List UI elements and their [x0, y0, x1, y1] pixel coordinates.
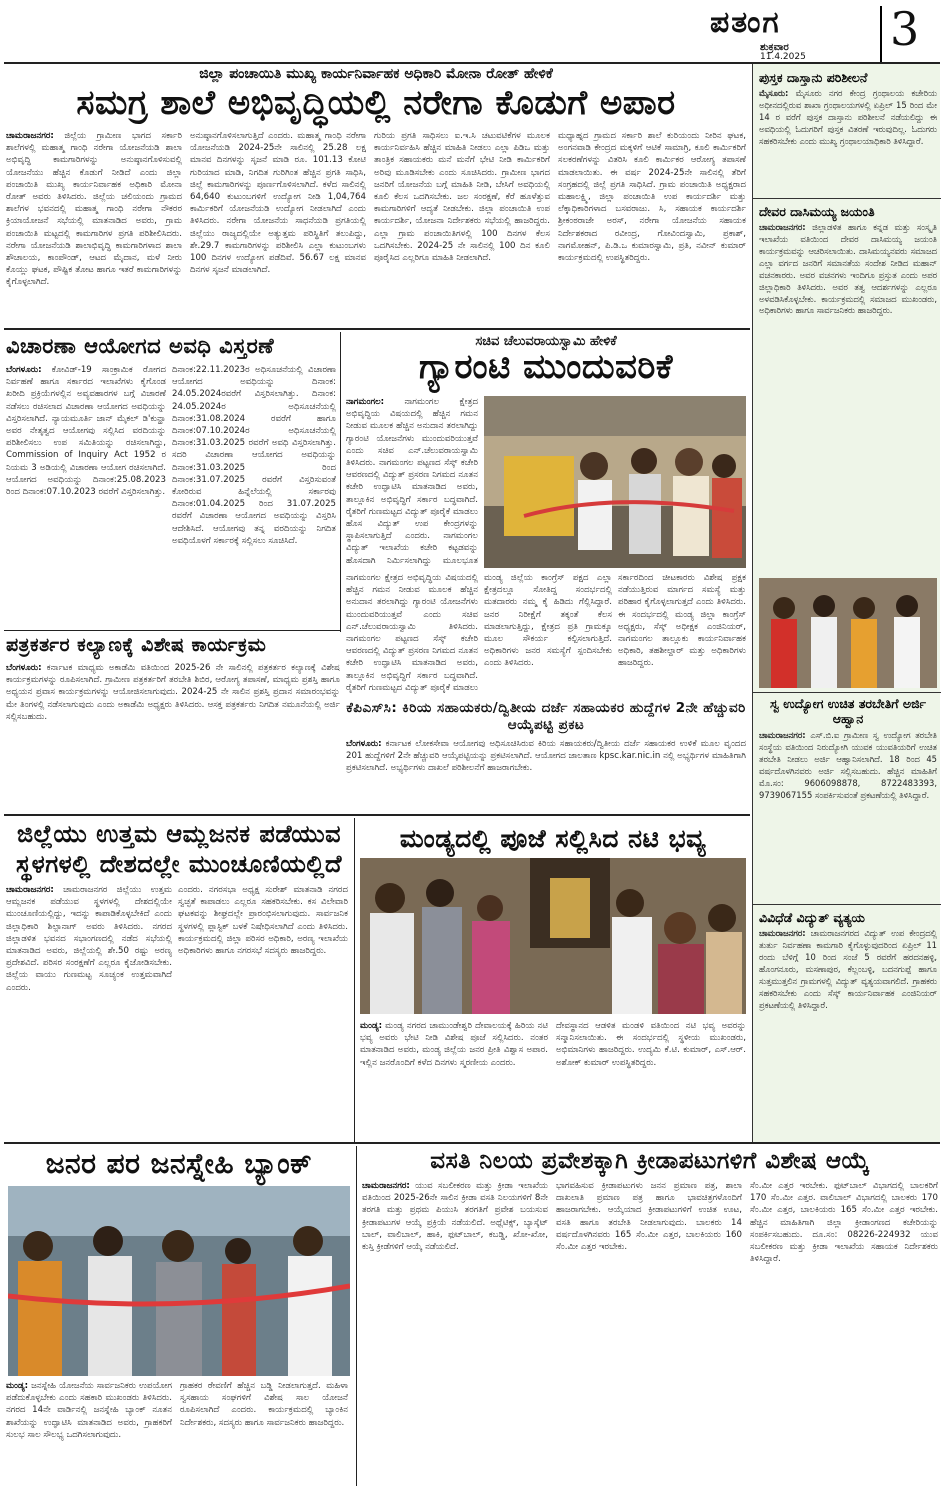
sidebar-s4-body — [759, 928, 937, 1136]
story1-text-1: ಜಿಲ್ಲೆಯ ಗ್ರಾಮೀಣ ಭಾಗದ ಸರ್ಕಾರಿ ಶಾಲೆಗಳಲ್ಲಿ ಮಹಾತ್ಮ ಗಾಂಧಿ ನರೇಗಾ ಯೋಜನೆಯಡಿ ಶಾಲಾ ಅಭಿವೃದ್ಧಿ ಕಾಮಗಾರಿಗಳನ್ನು ಅನುಷ್ಠಾನಗೊಳಿಸುವಲ್ಲಿ ಯೋಜನೆಯು ಹೆಚ್ಚಿನ ಕೊಡುಗೆ ನೀಡಿದೆ ಎಂದು ಜಿಲ್ಲಾ ಪಂಚಾಯಿತಿ ಮುಖ್ಯ ಕಾರ್ಯನಿರ್ವಾಹಕ ಅಧಿಕಾರಿ ಮೋನಾ ರೋತ್ ಅವರು ತಿಳಿಸಿದರು. ಜಿಲ್ಲೆಯ ಚಲಿಯಂದು ಗ್ರಾಮದ ಶಾಲೆಗಳ ಭವನದಲ್ಲಿ ಮಹಾತ್ಮ ಗಾಂಧಿ ನರೇಗಾ ನೌಕರರ ಕ್ರಿಯಾಯೋಜನೆ ಸಭೆಯಲ್ಲಿ ಮಾತನಾಡಿದ ಅವರು, ಗ್ರಾಮ ಪಂಚಾಯಿತಿ ಮಟ್ಟದಲ್ಲಿ ಕಾಮಗಾರಿಗಳ ಪ್ರಗತಿ ಪರಿಶೀಲಿಸಿದರು. ನರೇಗಾ ಯೋಜನೆಯಡಿ ಶಾಲಾಭಿವೃದ್ಧಿ ಕಾಮಗಾರಿಗಳಾದ ಶಾಲಾ ಶೌಚಾಲಯ, ಕಾಂಪೌಂಡ್, ಆಟದ ಮೈದಾನ, ಮಳೆ ನೀರು ಕೊಯ್ಲು ಘಟಕ, ಪೌಷ್ಟಿಕ ತೋಟ ಹಾಗೂ ಇತರೆ ಕಾಮಗಾರಿಗಳನ್ನು ಕೈಗೊಳ್ಳಲಾಗಿದೆ. — [6, 131, 182, 288]
story7-dateline: ಮಂಡ್ಯ: — [360, 1021, 383, 1031]
masthead — [700, 2, 940, 62]
jayanti-photo — [759, 578, 937, 688]
sidebar-rule-1 — [753, 198, 941, 199]
story6-text-2: ಎಂದರು. ನಗರಸಭಾ ಅಧ್ಯಕ್ಷ ಸುರೇಶ್ ಮಾತನಾಡಿ ನಗರದ ಸ್ವಚ್ಛತೆ ಕಾಪಾಡಲು ಎಲ್ಲರೂ ಸಹಕರಿಸಬೇಕು. ಕಸ ವಿಲೇವಾರಿ ಘಟಕವನ್ನು ಶೀಘ್ರದಲ್ಲೇ ಪ್ರಾರಂಭಿಸಲಾಗುವುದು. ಸಾರ್ವಜನಿಕ ಸ್ಥಳಗಳಲ್ಲಿ ಪ್ಲಾಸ್ಟಿಕ್ ಬಳಕೆ ನಿಷೇಧಿಸಲಾಗಿದೆ ಎಂದು ತಿಳಿಸಿದರು. ಕಾರ್ಯಕ್ರಮದಲ್ಲಿ ಜಿಲ್ಲಾ ಪರಿಸರ ಅಧಿಕಾರಿ, ಅರಣ್ಯ ಇಲಾಖೆಯ ಅಧಿಕಾರಿಗಳು ಹಾಗೂ ನಗರಸಭೆ ಸದಸ್ಯರು ಹಾಜರಿದ್ದರು. — [178, 885, 348, 957]
story3-side-text — [346, 396, 478, 568]
issue-day: ಶುಕ್ರವಾರ — [760, 42, 789, 53]
story7-photo — [360, 858, 746, 1014]
story3-text-1: ಮಂಡ್ಯ ಜಿಲ್ಲೆಯ ಕಾಂಗ್ರೆಸ್ ಪಕ್ಷದ ಎಲ್ಲಾ ಕ್ಷೇತ್ರದಲ್ಲೂ ಸೋತಿದ್ದ ಸಂದರ್ಭದಲ್ಲಿ ಮತದಾರರು ನಮ್ಮ ಕೈ ಹಿಡಿದು ಗೆಲ್ಲಿಸಿದ್ದಾರೆ. ಜನರ ನಿರೀಕ್ಷೆಗೆ ತಕ್ಕಂತೆ ಕೆಲಸ ಮಾಡಲಾಗುತ್ತಿದ್ದು, ಕ್ಷೇತ್ರದ ಪ್ರತಿ ಗ್ರಾಮಕ್ಕೂ ಮೂಲ ಸೌಕರ್ಯ ಕಲ್ಪಿಸಲಾಗುತ್ತಿದೆ. ಅಧಿಕಾರಿಗಳು ಜನರ ಸಮಸ್ಯೆಗೆ ಸ್ಪಂದಿಸಬೇಕು ಎಂದು ತಿಳಿಸಿದರು. — [484, 573, 612, 669]
story6-col-1 — [6, 884, 172, 1138]
sidebar-s4-title: ವಿವಿಧೆಡೆ ವಿದ್ಯುತ್ ವ್ಯತ್ಯಯ — [759, 910, 865, 925]
sidebar-s2-photo — [759, 578, 937, 688]
story9-dateline: ಚಾಮರಾಜನಗರ: — [362, 1181, 410, 1191]
story3-side-cont — [346, 572, 478, 696]
story6-text-1: ಚಾಮರಾಜನಗರ ಜಿಲ್ಲೆಯು ಉತ್ತಮ ಆಮ್ಲಜನಕ ಪಡೆಯುವ ಸ್ಥಳಗಳಲ್ಲಿ ದೇಶದಲ್ಲಿಯೇ ಮುಂಚೂಣಿಯಲ್ಲಿದ್ದು, ಇದನ್ನು ಕಾಪಾಡಿಕೊಳ್ಳಬೇಕಿದೆ ಎಂದು ಜಿಲ್ಲಾಧಿಕಾರಿ ಶಿಲ್ಪಾನಾಗ್ ಅವರು ತಿಳಿಸಿದರು. ನಗರದ ಜಿಲ್ಲಾಡಳಿತ ಭವನದ ಸಭಾಂಗಣದಲ್ಲಿ ನಡೆದ ಸಭೆಯಲ್ಲಿ ಮಾತನಾಡಿದ ಅವರು, ಜಿಲ್ಲೆಯಲ್ಲಿ ಶೇ.50 ರಷ್ಟು ಅರಣ್ಯ ಪ್ರದೇಶವಿದೆ. ಪರಿಸರ ಸಂರಕ್ಷಣೆಗೆ ಎಲ್ಲರೂ ಕೈಜೋಡಿಸಬೇಕು. ಜಿಲ್ಲೆಯ ವಾಯು ಗುಣಮಟ್ಟ ಸೂಚ್ಯಂಕ ಉತ್ತಮವಾಗಿದೆ ಎಂದರು. — [6, 885, 172, 993]
story7-headline: ಮಂಡ್ಯದಲ್ಲಿ ಪೂಜೆ ಸಲ್ಲಿಸಿದ ನಟಿ ಭವ್ಯ — [399, 824, 707, 853]
story2-text-2: ದಿನಾಂಕ:22.11.2023ರ ಅಧಿಸೂಚನೆಯಲ್ಲಿ ವಿಚಾರಣಾ ಆಯೋಗದ ಅವಧಿಯನ್ನು ದಿನಾಂಕ: 24.05.2024ರವರೆಗೆ ವಿಸ್ತರಿಸಲಾಗಿತ್ತು. ದಿನಾಂಕ: 24.05.2024ರ ಅಧಿಸೂಚನೆಯಲ್ಲಿ ದಿನಾಂಕ:31.08.2024 ರವರೆಗೆ ಹಾಗೂ ದಿನಾಂಕ:07.10.2024ರ ಅಧಿಸೂಚನೆಯಲ್ಲಿ ದಿನಾಂಕ:31.03.2025 ರವರೆಗೆ ಅವಧಿ ವಿಸ್ತರಿಸಲಾಗಿತ್ತು. ಸದರಿ ವಿಚಾರಣಾ ಆಯೋಗದ ಅವಧಿಯನ್ನು ದಿನಾಂಕ:31.03.2025 ರಿಂದ ದಿನಾಂಕ:31.07.2025 ರವರೆಗೆ ವಿಸ್ತರಿಸುವಂತೆ ಕೋರಿರುವ ಹಿನ್ನೆಲೆಯಲ್ಲಿ ಸರ್ಕಾರವು ದಿನಾಂಕ:01.04.2025 ರಿಂದ 31.07.2025 ರವರೆಗೆ ವಿಚಾರಣಾ ಆಯೋಗದ ಅವಧಿಯನ್ನು ವಿಸ್ತರಿಸಿ ಆದೇಶಿಸಿದೆ. ಆಯೋಗವು ತನ್ನ ವರದಿಯನ್ನು ನಿಗದಿತ ಅವಧಿಯೊಳಗೆ ಸರ್ಕಾರಕ್ಕೆ ಸಲ್ಲಿಸಲು ಸೂಚಿಸಿದೆ. — [172, 365, 336, 546]
sidebar-s1-text: ಮೈಸೂರು ನಗರ ಕೇಂದ್ರ ಗ್ರಂಥಾಲಯ ಕಚೇರಿಯ ಅಧೀನದಲ್ಲಿರುವ ಶಾಖಾ ಗ್ರಂಥಾಲಯಗಳಲ್ಲಿ ಏಪ್ರಿಲ್ 15 ರಿಂದ ಮೇ 14 ರ ವರೆಗೆ ಪುಸ್ತಕ ದಾಸ್ತಾನು ಪರಿಶೀಲನೆ ನಡೆಯಲಿದ್ದು ಈ ಅವಧಿಯಲ್ಲಿ ಓದುಗರಿಗೆ ಪುಸ್ತಕ ವಿತರಣೆ ಇರುವುದಿಲ್ಲ. ಓದುಗರು ಸಹಕರಿಸಬೇಕು ಎಂದು ಮುಖ್ಯ ಗ್ರಂಥಾಲಯಾಧಿಕಾರಿ ತಿಳಿಸಿದ್ದಾರೆ. — [759, 88, 937, 146]
sidebar-s3-title: ಸ್ವ ಉದ್ಯೋಗ ಉಚಿತ ತರಬೇತಿಗೆ ಅರ್ಜಿ ಆಹ್ವಾನ — [770, 696, 926, 726]
sidebar-s1-dateline: ಮೈಸೂರು: — [759, 88, 789, 98]
story3-dateline: ನಾಗಮಂಗಲ: — [346, 397, 385, 407]
rule-vert-3 — [356, 1146, 357, 1486]
story9-col-1 — [362, 1180, 548, 1486]
sidebar-rule-2 — [753, 692, 941, 693]
story3-side-text-cont: ನಾಗಮಂಗಲ ಕ್ಷೇತ್ರದ ಅಭಿವೃದ್ಧಿಯ ವಿಷಯದಲ್ಲಿ ಹೆಚ್ಚಿನ ಗಮನ ನೀಡುವ ಮೂಲಕ ಹೆಚ್ಚಿನ ಅನುದಾನ ತರಲಾಗಿದ್ದು ಗ್ಯಾರಂಟಿ ಯೋಜನೆಗಳು ಮುಂದುವರಿಯುತ್ತವೆ ಎಂದು ಸಚಿವ ಎನ್.ಚೆಲುವರಾಯಸ್ವಾಮಿ ತಿಳಿಸಿದರು. ನಾಗಮಂಗಲ ಪಟ್ಟಣದ ಸೆಸ್ಕ್ ಕಚೇರಿ ಆವರಣದಲ್ಲಿ ವಿದ್ಯುತ್ ಪ್ರಸರಣ ನಿಗಮದ ನೂತನ ಕಚೇರಿ ಉದ್ಘಾಟಿಸಿ ಮಾತನಾಡಿದ ಅವರು, ತಾಲ್ಲೂಕಿನ ಅಭಿವೃದ್ಧಿಗೆ ಸರ್ಕಾರ ಬದ್ಧವಾಗಿದೆ. ರೈತರಿಗೆ ಗುಣಮಟ್ಟದ ವಿದ್ಯುತ್ ಪೂರೈಕೆ ಮಾಡಲು — [346, 573, 478, 693]
story1-col-3 — [374, 130, 550, 326]
story2-col-1 — [6, 364, 166, 626]
story1-text-4: ಮಧ್ಯಾಹ್ನದ ಗ್ರಾಮದ ಸರ್ಕಾರಿ ಶಾಲೆ ಕುರಿಯಂದು ನೀರಿನ ಘಟಕ, ಅಂಗನವಾಡಿ ಕೇಂದ್ರದ ಮಕ್ಕಳಿಗೆ ಆಟಿಕೆ ಸಾಮಾಗ್ರಿ, ಕೂಲಿ ಕಾರ್ಮಿಕರಿಗೆ ಸಲಕರಣೆಗಳನ್ನು ವಿತರಿಸಿ ಕೂಲಿ ಕಾರ್ಮಿಕರ ಆರೋಗ್ಯ ತಪಾಸಣೆ ಮಾಡಲಾಯಿತು. ಈ ವರ್ಷ 2024-25ನೇ ಸಾಲಿನಲ್ಲಿ ತೆರಿಗೆ ಸಂಗ್ರಹದಲ್ಲಿ ಜಿಲ್ಲೆ ಪ್ರಗತಿ ಸಾಧಿಸಿದೆ. ಗ್ರಾಮ ಪಂಚಾಯಿತಿ ಅಧ್ಯಕ್ಷರಾದ ಮಹಾಲಕ್ಷ್ಮಿ, ಜಿಲ್ಲಾ ಪಂಚಾಯಿತಿ ಉಪ ಕಾರ್ಯದರ್ಶಿ ಮತ್ತು ಲೆಕ್ಕಾಧಿಕಾರಿಗಳಾದ ಬಸವರಾಜು. ಸಿ, ಸಹಾಯಕ ಕಾರ್ಯದರ್ಶಿ ಶ್ರೀಕಂಠರಾಜೇ ಅರಸ್, ನರೇಗಾ ಯೋಜನೆಯ ಸಹಾಯಕ ನಿರ್ದೇಶಕರಾದ ರವೀಂದ್ರ, ಗೋವಿಂದಸ್ವಾಮಿ, ಪ್ರಕಾಶ್, ನಾಗಮೋಹನ್, ಪಿ.ಡಿ.ಒ ಕುಮಾರಸ್ವಾಮಿ, ಪ್ರತಿ, ನವೀನ್ ಕುಮಾರ್ ಕಾರ್ಯಕ್ರಮದಲ್ಲಿ ಉಪಸ್ಥಿತರಿದ್ದರು. — [558, 131, 746, 264]
story6-headline-1: ಜಿಲ್ಲೆಯು ಉತ್ತಮ ಆಮ್ಲಜನಕ ಪಡೆಯುವ — [16, 820, 342, 848]
story7-text-2: ದೇವಸ್ಥಾನದ ಆಡಳಿತ ಮಂಡಳಿ ವತಿಯಿಂದ ನಟಿ ಭವ್ಯ ಅವರನ್ನು ಸನ್ಮಾನಿಸಲಾಯಿತು. ಈ ಸಂದರ್ಭದಲ್ಲಿ ಸ್ಥಳೀಯ ಮುಖಂಡರು, ಅಭಿಮಾನಿಗಳು ಹಾಜರಿದ್ದರು. ಉದ್ಯಮಿ ಕೆ.ಟಿ. ಕುಮಾರ್, ಎಸ್.ಆರ್. ಅಶೋಕ್ ಕುಮಾರ್ ಉಪಸ್ಥಿತರಿದ್ದರು. — [556, 1021, 746, 1068]
rule-3 — [4, 814, 750, 816]
story9-col-3 — [750, 1180, 938, 1486]
story3-col-2 — [618, 572, 746, 696]
story1-col-2 — [190, 130, 366, 326]
sidebar-s2-body — [759, 222, 937, 572]
story2-dateline: ಬೆಂಗಳೂರು: — [6, 365, 42, 375]
story5-text: ಕರ್ನಾಟಕ ಮಾಧ್ಯಮ ಅಕಾಡೆಮಿ ವತಿಯಿಂದ 2025-26 ನೇ ಸಾಲಿನಲ್ಲಿ ಪತ್ರಕರ್ತರ ಕಲ್ಯಾಣಕ್ಕೆ ವಿಶೇಷ ಕಾರ್ಯಕ್ರಮಗಳನ್ನು ರೂಪಿಸಲಾಗಿದೆ. ಗ್ರಾಮೀಣ ಪತ್ರಕರ್ತರಿಗೆ ತರಬೇತಿ ಶಿಬಿರ, ಆರೋಗ್ಯ ತಪಾಸಣೆ, ಮಾಧ್ಯಮ ಪ್ರಶಸ್ತಿ ಹಾಗೂ ಅಧ್ಯಯನ ಪ್ರವಾಸ ಕಾರ್ಯಕ್ರಮಗಳನ್ನು ಆಯೋಜಿಸಲಾಗುವುದು. 2024-25 ನೇ ಸಾಲಿನ ಪ್ರಶಸ್ತಿ ಪ್ರದಾನ ಸಮಾರಂಭವನ್ನು ಮೇ ತಿಂಗಳಲ್ಲಿ ನಡೆಸಲಾಗುವುದು ಎಂದು ಅಕಾಡೆಮಿ ಅಧ್ಯಕ್ಷರು ತಿಳಿಸಿದರು. ಆಸಕ್ತ ಪತ್ರಕರ್ತರು ನಿಗದಿತ ನಮೂನೆಯಲ್ಲಿ ಅರ್ಜಿ ಸಲ್ಲಿಸಬಹುದು. — [6, 663, 340, 722]
story3-kicker: ಸಚಿವ ಚೆಲುವರಾಯಸ್ವಾಮಿ ಹೇಳಿಕೆ — [475, 334, 617, 349]
story9-headline: ವಸತಿ ನಿಲಯ ಪ್ರವೇಶಕ್ಕಾಗಿ ಕ್ರೀಡಾಪಟುಗಳಿಗೆ ವಿಶೇಷ ಆಯ್ಕೆ — [430, 1148, 870, 1174]
ribbon-cutting-photo — [484, 396, 746, 568]
story2-headline: ವಿಚಾರಣಾ ಆಯೋಗದ ಅವಧಿ ವಿಸ್ತರಣೆ — [6, 334, 275, 358]
story7-col-1 — [360, 1020, 548, 1138]
story5-body — [6, 662, 340, 810]
sidebar-s1-title: ಪುಸ್ತಕ ದಾಸ್ತಾನು ಪರಿಶೀಲನೆ — [759, 70, 868, 85]
story1-body — [6, 130, 746, 326]
story8-photo — [8, 1186, 350, 1376]
story2-col-2 — [172, 364, 336, 626]
story5-dateline: ಬೆಂಗಳೂರು: — [6, 663, 42, 673]
rule-2 — [4, 630, 340, 631]
story1-kicker: ಜಿಲ್ಲಾ ಪಂಚಾಯಿತಿ ಮುಖ್ಯ ಕಾರ್ಯನಿರ್ವಾಹಕ ಅಧಿಕಾರಿ ಮೋನಾ ರೋತ್ ಹೇಳಿಕೆ — [199, 66, 553, 82]
rule-4 — [4, 1142, 940, 1144]
sidebar — [752, 64, 940, 1142]
sidebar-s2-title: ದೇವರ ದಾಸಿಮಯ್ಯ ಜಯಂತಿ — [759, 204, 875, 219]
story9-col-2 — [556, 1180, 742, 1486]
rule-vert-2 — [354, 818, 355, 1142]
story9-text-3: ಸೆಂ.ಮೀ ಎತ್ತರ ಇರಬೇಕು. ಫುಟ್‌ಬಾಲ್ ವಿಭಾಗದಲ್ಲಿ ಬಾಲಕರಿಗೆ 170 ಸೆಂ.ಮೀ ಎತ್ತರ. ವಾಲಿಬಾಲ್ ವಿಭಾಗದಲ್ಲಿ ಬಾಲಕರು 170 ಸೆಂ.ಮೀ ಎತ್ತರ, ಬಾಲಕಿಯರು 165 ಸೆಂ.ಮೀ ಎತ್ತರ ಇರಬೇಕು. ಹೆಚ್ಚಿನ ಮಾಹಿತಿಗಾಗಿ ಜಿಲ್ಲಾ ಕ್ರೀಡಾಂಗಣದ ಕಚೇರಿಯನ್ನು ಸಂಪರ್ಕಿಸಬಹುದು. ದೂ.ಸಂ: 08226-224932 ಯುವ ಸಬಲೀಕರಣ ಮತ್ತು ಕ್ರೀಡಾ ಇಲಾಖೆಯ ಸಹಾಯಕ ನಿರ್ದೇಶಕರು ತಿಳಿಸಿದ್ದಾರೆ. — [750, 1181, 938, 1265]
story8-col-2 — [180, 1380, 348, 1486]
story8-headline: ಜನರ ಪರ ಜನಸ್ನೇಹಿ ಬ್ಯಾಂಕ್ — [45, 1147, 313, 1180]
sidebar-s4-text: ಚಾಮರಾಜನಗರದ ವಿದ್ಯುತ್ ಉಪ ಕೇಂದ್ರದಲ್ಲಿ ತುರ್ತು ನಿರ್ವಹಣಾ ಕಾಮಗಾರಿ ಕೈಗೊಳ್ಳುವುದರಿಂದ ಏಪ್ರಿಲ್ 11 ರಂದು ಬೆಳಿಗ್ಗೆ 10 ರಿಂದ ಸಂಜೆ 5 ರವರೆಗೆ ಹರದನಹಳ್ಳಿ, ಹೊಂಗನೂರು, ಮಸಣಾಪುರ, ಕೆಲ್ಲಂಬಳ್ಳಿ, ಬದನಗುಪ್ಪೆ ಹಾಗೂ ಸುತ್ತಮುತ್ತಲಿನ ಗ್ರಾಮಗಳಲ್ಲಿ ವಿದ್ಯುತ್ ವ್ಯತ್ಯಯವಾಗಲಿದೆ. ಗ್ರಾಹಕರು ಸಹಕರಿಸಬೇಕು ಎಂದು ಸೆಸ್ಕ್ ಕಾರ್ಯನಿರ್ವಾಹಕ ಎಂಜಿನಿಯರ್ ಪ್ರಕಟಣೆಯಲ್ಲಿ ತಿಳಿಸಿದ್ದಾರೆ. — [759, 928, 937, 1010]
story6-dateline: ಚಾಮರಾಜನಗರ: — [6, 885, 54, 895]
masthead-divider — [880, 6, 882, 62]
story6-headline-2: ಸ್ಥಳಗಳಲ್ಲಿ ದೇಶದಲ್ಲೇ ಮುಂಚೂಣಿಯಲ್ಲಿದೆ — [16, 850, 342, 878]
story3-headline: ಗ್ಯಾರಂಟಿ ಮುಂದುವರಿಕೆ — [418, 347, 674, 387]
story4-body — [346, 738, 746, 810]
story4-text: ಕರ್ನಾಟಕ ಲೋಕಸೇವಾ ಆಯೋಗವು ಅಧಿಸೂಚಿಸಿರುವ ಕಿರಿಯ ಸಹಾಯಕರು/ದ್ವಿತೀಯ ದರ್ಜೆ ಸಹಾಯಕರ ಉಳಿಕೆ ಮೂಲ ವೃಂದದ 201 ಹುದ್ದೆಗಳಿಗೆ 2ನೇ ಹೆಚ್ಚುವರಿ ಆಯ್ಕೆಪಟ್ಟಿಯನ್ನು ಪ್ರಕಟಿಸಲಾಗಿದೆ. ಆಯೋಗದ ಜಾಲತಾಣ kpsc.kar.nic.in ನಲ್ಲಿ ಅಭ್ಯರ್ಥಿಗಳ ಮಾಹಿತಿಗಾಗಿ ಪ್ರಕಟಿಸಲಾಗಿದೆ. ಅಭ್ಯರ್ಥಿಗಳು ದಾಖಲೆ ಪರಿಶೀಲನೆಗೆ ಹಾಜರಾಗಬೇಕು. — [346, 739, 746, 774]
story2-text-1: ಕೋವಿಡ್-19 ಸಾಂಕ್ರಾಮಿಕ ರೋಗದ ನಿರ್ವಹಣೆ ಹಾಗೂ ಸರ್ಕಾರದ ಇಲಾಖೆಗಳು ಕೈಗೊಂಡ ಖರೀದಿ ಪ್ರಕ್ರಿಯೆಗಳಲ್ಲಿನ ಅವ್ಯವಹಾರಗಳ ಬಗ್ಗೆ ವಿಚಾರಣೆ ನಡೆಸಲು ರಚಿಸಲಾದ ವಿಚಾರಣಾ ಆಯೋಗದ ಅವಧಿಯನ್ನು ವಿಸ್ತರಿಸಲಾಗಿದೆ. ನ್ಯಾಯಮೂರ್ತಿ ಜಾನ್ ಮೈಕಲ್ ಡಿ'ಕುನ್ಹಾ ಅವರ ನೇತೃತ್ವದ ಆಯೋಗವು ಸಲ್ಲಿಸಿದ ವರದಿಯನ್ನು ಪರಿಶೀಲಿಸಲು ಉಪ ಸಮಿತಿಯನ್ನು ರಚಿಸಲಾಗಿದ್ದು, Commission of Inquiry Act 1952 ರ ನಿಯಮ 3 ಅಡಿಯಲ್ಲಿ ವಿಚಾರಣಾ ಆಯೋಗ ರಚಿಸಲಾಗಿದೆ. ಆಯೋಗದ ಅವಧಿಯನ್ನು ದಿನಾಂಕ:25.08.2023 ರಿಂದ ದಿನಾಂಕ:07.10.2023 ರವರೆಗೆ ವಿಸ್ತರಿಸಲಾಗಿತ್ತು. — [6, 365, 166, 498]
rule-1 — [4, 328, 750, 330]
story9-text-2: ಭಾಗವಹಿಸುವ ಕ್ರೀಡಾಪಟುಗಳು ಜನನ ಪ್ರಮಾಣ ಪತ್ರ, ಶಾಲಾ ದಾಖಲಾತಿ ಪ್ರಮಾಣ ಪತ್ರ ಹಾಗೂ ಭಾವಚಿತ್ರಗಳೊಂದಿಗೆ ಹಾಜರಾಗಬೇಕು. ಆಯ್ಕೆಯಾದ ಕ್ರೀಡಾಪಟುಗಳಿಗೆ ಉಚಿತ ಊಟ, ವಸತಿ ಹಾಗೂ ತರಬೇತಿ ನೀಡಲಾಗುವುದು. ಬಾಲಕರು 14 ವರ್ಷದೊಳಗಿನವರು 165 ಸೆಂ.ಮೀ ಎತ್ತರ, ಬಾಲಕಿಯರು 160 ಸೆಂ.ಮೀ ಎತ್ತರ ಇರಬೇಕು. — [556, 1181, 742, 1253]
sidebar-s4-dateline: ಚಾಮರಾಜನಗರ: — [759, 928, 806, 938]
story3-side: ನಾಗಮಂಗಲ ಕ್ಷೇತ್ರದ ಅಭಿವೃದ್ಧಿಯ ವಿಷಯದಲ್ಲಿ ಹೆಚ್ಚಿನ ಗಮನ ನೀಡುವ ಮೂಲಕ ಹೆಚ್ಚಿನ ಅನುದಾನ ತರಲಾಗಿದ್ದು ಗ್ಯಾರಂಟಿ ಯೋಜನೆಗಳು ಮುಂದುವರಿಯುತ್ತವೆ ಎಂದು ಸಚಿವ ಎನ್.ಚೆಲುವರಾಯಸ್ವಾಮಿ ತಿಳಿಸಿದರು. ನಾಗಮಂಗಲ ಪಟ್ಟಣದ ಸೆಸ್ಕ್ ಕಚೇರಿ ಆವರಣದಲ್ಲಿ ವಿದ್ಯುತ್ ಪ್ರಸರಣ ನಿಗಮದ ನೂತನ ಕಚೇರಿ ಉದ್ಘಾಟಿಸಿ ಮಾತನಾಡಿದ ಅವರು, ತಾಲ್ಲೂಕಿನ ಅಭಿವೃದ್ಧಿಗೆ ಸರ್ಕಾರ ಬದ್ಧವಾಗಿದೆ. ರೈತರಿಗೆ ಗುಣಮಟ್ಟದ ವಿದ್ಯುತ್ ಪೂರೈಕೆ ಮಾಡಲು ಹೊಸ ವಿದ್ಯುತ್ ಉಪ ಕೇಂದ್ರಗಳನ್ನು ಸ್ಥಾಪಿಸಲಾಗುತ್ತಿದೆ ಎಂದರು. ನಾಗಮಂಗಲ ವಿದ್ಯುತ್ ಇಲಾಖೆಯ ಕಚೇರಿ ಕಟ್ಟಡವನ್ನು ಹೊಸದಾಗಿ ನಿರ್ಮಿಸಲಾಗಿದ್ದು ಮೂಲಭೂತ — [346, 397, 478, 566]
temple-visit-photo — [360, 858, 746, 1014]
sidebar-rule-3 — [753, 904, 941, 905]
paper-name: ಪತಂಗ — [710, 5, 781, 40]
story4-dateline: ಬೆಂಗಳೂರು: — [346, 739, 382, 749]
story1-col-1 — [6, 130, 182, 326]
story1-dateline: ಚಾಮರಾಜನಗರ: — [6, 131, 54, 141]
sidebar-s3-dateline: ಚಾಮರಾಜನಗರ: — [759, 730, 806, 740]
story8-text-1: ಜನಸ್ನೇಹಿ ಯೋಜನೆಯ ಸಾರ್ವಜನಿಕರು ಉಪಯೋಗ ಪಡೆದುಕೊಳ್ಳಬೇಕು ಎಂದು ಸಹಕಾರಿ ಮುಖಂಡರು ತಿಳಿಸಿದರು. ನಗರದ 14ನೇ ವಾರ್ಡಿನಲ್ಲಿ ಜನಸ್ನೇಹಿ ಬ್ಯಾಂಕ್ ನೂತನ ಶಾಖೆಯನ್ನು ಉದ್ಘಾಟಿಸಿ ಮಾತನಾಡಿದ ಅವರು, ಗ್ರಾಹಕರಿಗೆ ಸುಲಭ ಸಾಲ ಸೌಲಭ್ಯ ಒದಗಿಸಲಾಗುವುದು. — [6, 1381, 172, 1440]
sidebar-s3-body — [759, 730, 937, 900]
sidebar-s3-text: ಎಸ್.ಬಿ.ಐ ಗ್ರಾಮೀಣ ಸ್ವ ಉದ್ಯೋಗ ತರಬೇತಿ ಸಂಸ್ಥೆಯ ವತಿಯಿಂದ ನಿರುದ್ಯೋಗಿ ಯುವಕ ಯುವತಿಯರಿಗೆ ಉಚಿತ ತರಬೇತಿ ನೀಡಲು ಅರ್ಜಿ ಆಹ್ವಾನಿಸಲಾಗಿದೆ. 18 ರಿಂದ 45 ವರ್ಷದೊಳಗಿನವರು ಅರ್ಜಿ ಸಲ್ಲಿಸಬಹುದು. ಹೆಚ್ಚಿನ ಮಾಹಿತಿಗೆ ಮೊ.ಸಂ: 9606098878, 8722483393, 9739067155 ಸಂಪರ್ಕಿಸುವಂತೆ ಪ್ರಕಟಣೆಯಲ್ಲಿ ತಿಳಿಸಿದ್ದಾರೆ. — [759, 730, 937, 800]
sidebar-s1-body — [759, 88, 937, 194]
sidebar-s2-text: ಜಿಲ್ಲಾಡಳಿತ ಹಾಗೂ ಕನ್ನಡ ಮತ್ತು ಸಂಸ್ಕೃತಿ ಇಲಾಖೆಯ ವತಿಯಿಂದ ದೇವರ ದಾಸಿಮಯ್ಯ ಜಯಂತಿ ಕಾರ್ಯಕ್ರಮವನ್ನು ಆಚರಿಸಲಾಯಿತು. ದಾಸಿಮಯ್ಯನವರು ಸಮಾಜದ ಎಲ್ಲಾ ವರ್ಗದ ಜನರಿಗೆ ಸಮಾನತೆಯ ಸಂದೇಶ ನೀಡಿದ ಮಹಾನ್ ವಚನಕಾರರು. ಅವರ ವಚನಗಳು ಇಂದಿಗೂ ಪ್ರಸ್ತುತ ಎಂದು ಅಪರ ಜಿಲ್ಲಾಧಿಕಾರಿ ತಿಳಿಸಿದರು. ಅವರ ತತ್ವ ಆದರ್ಶಗಳನ್ನು ಎಲ್ಲರೂ ಅಳವಡಿಸಿಕೊಳ್ಳಬೇಕು. ಕಾರ್ಯಕ್ರಮದಲ್ಲಿ ಸಮಾಜದ ಮುಖಂಡರು, ಅಧಿಕಾರಿಗಳು ಹಾಗೂ ಸಾರ್ವಜನಿಕರು ಹಾಜರಿದ್ದರು. — [759, 222, 937, 316]
story6-col-2 — [178, 884, 348, 1138]
story7-text-1: ಮಂಡ್ಯ ನಗರದ ಚಾಮುಂಡೇಶ್ವರಿ ದೇವಾಲಯಕ್ಕೆ ಹಿರಿಯ ನಟಿ ಭವ್ಯ ಅವರು ಭೇಟಿ ನೀಡಿ ವಿಶೇಷ ಪೂಜೆ ಸಲ್ಲಿಸಿದರು. ನಂತರ ಮಾತನಾಡಿದ ಅವರು, ಮಂಡ್ಯ ಜಿಲ್ಲೆಯ ಜನರ ಪ್ರೀತಿ ವಿಶ್ವಾಸ ಅಪಾರ. ಇಲ್ಲಿನ ಜನರೊಂದಿಗೆ ಕಳೆದ ದಿನಗಳು ಸ್ಮರಣೀಯ ಎಂದರು. — [360, 1021, 548, 1068]
story1-text-2: ಅನುಷ್ಠಾನಗೊಳಿಸಲಾಗುತ್ತಿದೆ ಎಂದರು. ಮಹಾತ್ಮ ಗಾಂಧಿ ನರೇಗಾ ಯೋಜನೆಯಡಿ 2024-25ನೇ ಸಾಲಿನಲ್ಲಿ 25.28 ಲಕ್ಷ ಮಾನವ ದಿನಗಳನ್ನು ಸೃಜನೆ ಮಾಡಿ ರೂ. 101.13 ಕೋಟಿ ಗುರಿಯಾದ ಮಾಡಿ, ನಿಗದಿತ ಗುರಿಗಿಂತ ಹೆಚ್ಚಿನ ಪ್ರಗತಿ ಸಾಧಿಸಿ, ಜಿಲ್ಲೆ ಕಾಮಗಾರಿಗಳನ್ನು ಪೂರ್ಣಗೊಳಿಸಲಾಗಿದೆ. ಕಳೆದ ಸಾಲಿನಲ್ಲಿ 64,640 ಕುಟುಂಬಗಳಿಗೆ ಉದ್ಯೋಗ ನೀಡಿ 1,04,764 ಕಾರ್ಮಿಕರಿಗೆ ಯೋಜನೆಯಡಿ ಉದ್ಯೋಗ ನೀಡಲಾಗಿದೆ ಎಂದು ತಿಳಿಸಿದರು. ನರೇಗಾ ಯೋಜನೆಯ ಸಾಧನೆಯಡಿ ಪ್ರಗತಿಯಲ್ಲಿ ಜಿಲ್ಲೆಯು ರಾಜ್ಯದಲ್ಲಿಯೇ ಅತ್ಯುತ್ತಮ ಪರಿಸ್ಥಿತಿಗೆ ತಲುಪಿದ್ದು, ಶೇ.29.7 ಕಾಮಗಾರಿಗಳನ್ನು ಪರಿಶೀಲಿಸಿ ಎಲ್ಲಾ ಕುಟುಂಬಗಳು 100 ದಿನಗಳ ಉದ್ಯೋಗ ಪಡೆದಿವೆ. 56.67 ಲಕ್ಷ ಮಾನವ ದಿನಗಳ ಸೃಜನೆ ಮಾಡಲಾಗಿದೆ. — [190, 131, 366, 276]
story7-col-2 — [556, 1020, 746, 1138]
story3-col-1 — [484, 572, 612, 696]
story8-dateline: ಮಂಡ್ಯ: — [6, 1381, 29, 1391]
bank-inauguration-photo — [8, 1186, 350, 1376]
story3-photo — [484, 396, 746, 568]
issue-date: 11.4.2025 — [760, 52, 806, 62]
sidebar-s2-dateline: ಚಾಮರಾಜನಗರ: — [759, 222, 806, 232]
page-number: 3 — [890, 2, 920, 56]
story3-text-2: ಸರ್ಕಾರದಿಂದ ಚೀಟಕಾರರು ವಿಶೇಷ ಪ್ರಕ್ಷಕ ನಡೆಯುತ್ತಿರುವ ಮಾರ್ಗದ ಸಮಸ್ಯೆ ಮತ್ತು ಪರಿಹಾರ ಕೈಗೊಳ್ಳಲಾಗುತ್ತದೆ ಎಂದು ತಿಳಿಸಿದರು. ಈ ಸಂದರ್ಭದಲ್ಲಿ ಮಂಡ್ಯ ಜಿಲ್ಲಾ ಕಾಂಗ್ರೆಸ್ ಅಧ್ಯಕ್ಷರು, ಸೆಸ್ಕ್ ಅಧೀಕ್ಷಕ ಎಂಜಿನಿಯರ್, ನಾಗಮಂಗಲ ತಾಲ್ಲೂಕು ಕಾರ್ಯನಿರ್ವಾಹಕ ಅಧಿಕಾರಿ, ತಹಶೀಲ್ದಾರ್ ಮತ್ತು ಅಧಿಕಾರಿಗಳು ಹಾಜರಿದ್ದರು. — [618, 573, 746, 669]
story8-text-2: ಗ್ರಾಹಕರ ಠೇವಣಿಗೆ ಹೆಚ್ಚಿನ ಬಡ್ಡಿ ನೀಡಲಾಗುತ್ತದೆ. ಮಹಿಳಾ ಸ್ವಸಹಾಯ ಸಂಘಗಳಿಗೆ ವಿಶೇಷ ಸಾಲ ಯೋಜನೆ ರೂಪಿಸಲಾಗಿದೆ ಎಂದರು. ಕಾರ್ಯಕ್ರಮದಲ್ಲಿ ಬ್ಯಾಂಕಿನ ನಿರ್ದೇಶಕರು, ಸದಸ್ಯರು ಹಾಗೂ ಸಾರ್ವಜನಿಕರು ಹಾಜರಿದ್ದರು. — [180, 1381, 348, 1428]
story1-col-4 — [558, 130, 746, 326]
rule-vert-1 — [340, 332, 341, 632]
story9-text-1: ಯುವ ಸಬಲೀಕರಣ ಮತ್ತು ಕ್ರೀಡಾ ಇಲಾಖೆಯ ವತಿಯಿಂದ 2025-26ನೇ ಸಾಲಿನ ಕ್ರೀಡಾ ವಸತಿ ನಿಲಯಗಳಿಗೆ 8ನೇ ತರಗತಿ ಮತ್ತು ಪ್ರಥಮ ಪಿಯುಸಿ ತರಗತಿಗೆ ಪ್ರವೇಶ ಬಯಸುವ ಕ್ರೀಡಾಪಟುಗಳ ಆಯ್ಕೆ ಪ್ರಕ್ರಿಯೆ ನಡೆಯಲಿದೆ. ಅಥ್ಲೆಟಿಕ್ಸ್, ಬ್ಯಾಸ್ಕೆಟ್ ಬಾಲ್, ವಾಲಿಬಾಲ್, ಹಾಕಿ, ಫುಟ್‌ಬಾಲ್, ಕಬಡ್ಡಿ, ಖೋ-ಖೋ, ಕುಸ್ತಿ ಕ್ರೀಡೆಗಳಿಗೆ ಆಯ್ಕೆ ನಡೆಯಲಿದೆ. — [362, 1181, 548, 1253]
story5-headline: ಪತ್ರಕರ್ತರ ಕಲ್ಯಾಣಕ್ಕೆ ವಿಶೇಷ ಕಾರ್ಯಕ್ರಮ — [6, 634, 267, 656]
story4-headline: ಕೆಪಿಎಸ್‌ಸಿ: ಕಿರಿಯ ಸಹಾಯಕರು/ದ್ವಿತೀಯ ದರ್ಜೆ ಸಹಾಯಕರ ಹುದ್ದೆಗಳ 2ನೇ ಹೆಚ್ಚುವರಿ ಆಯ್ಕೆಪಟ್ಟಿ ಪ್ರಕಟ — [346, 700, 746, 733]
story8-col-1 — [6, 1380, 172, 1486]
story1-headline: ಸಮಗ್ರ ಶಾಲೆ ಅಭಿವೃದ್ಧಿಯಲ್ಲಿ ನರೇಗಾ ಕೊಡುಗೆ ಅಪಾರ — [76, 83, 676, 123]
story1-text-3: ಗುರಿಯ ಪ್ರಗತಿ ಸಾಧಿಸಲು ಐ.ಇ.ಸಿ ಚಟುವಟಿಕೆಗಳ ಮೂಲಕ ಕಾರ್ಯನಿರ್ವಹಿಸಿ ಹೆಚ್ಚಿನ ಮಾಹಿತಿ ನೀಡಲು ಎಲ್ಲಾ ಪಿಡಿಒ ಮತ್ತು ತಾಂತ್ರಿಕ ಸಹಾಯಕರು ಮನೆ ಮನೆಗೆ ಭೇಟಿ ನೀಡಿ ಕಾರ್ಮಿಕರಿಗೆ ಅರಿವು ಮೂಡಿಸಬೇಕು ಎಂದು ಸೂಚಿಸಿದರು. ಗ್ರಾಮೀಣ ಭಾಗದ ಜನರಿಗೆ ಯೋಜನೆಯ ಬಗ್ಗೆ ಮಾಹಿತಿ ನೀಡಿ, ಬೇಸಿಗೆ ಅವಧಿಯಲ್ಲಿ ಕೂಲಿ ಕೆಲಸ ಒದಗಿಸಬೇಕು. ಜಲ ಸಂರಕ್ಷಣೆ, ಕೆರೆ ಹೂಳೆತ್ತುವ ಕಾಮಗಾರಿಗಳಿಗೆ ಆದ್ಯತೆ ನೀಡಬೇಕು. ಜಿಲ್ಲಾ ಪಂಚಾಯಿತಿ ಉಪ ಕಾರ್ಯದರ್ಶಿ, ಯೋಜನಾ ನಿರ್ದೇಶಕರು ಸಭೆಯಲ್ಲಿ ಹಾಜರಿದ್ದರು. ಎಲ್ಲಾ ಗ್ರಾಮ ಪಂಚಾಯಿತಿಗಳಲ್ಲಿ 100 ದಿನಗಳ ಕೆಲಸ ಒದಗಿಸಬೇಕು. 2024-25 ನೇ ಸಾಲಿನಲ್ಲಿ 100 ದಿನ ಕೂಲಿ ಪೂರೈಸಿದ ಎಲ್ಲರಿಗೂ ಮಾಹಿತಿ ನೀಡಲಾಗಿದೆ. — [374, 131, 550, 264]
